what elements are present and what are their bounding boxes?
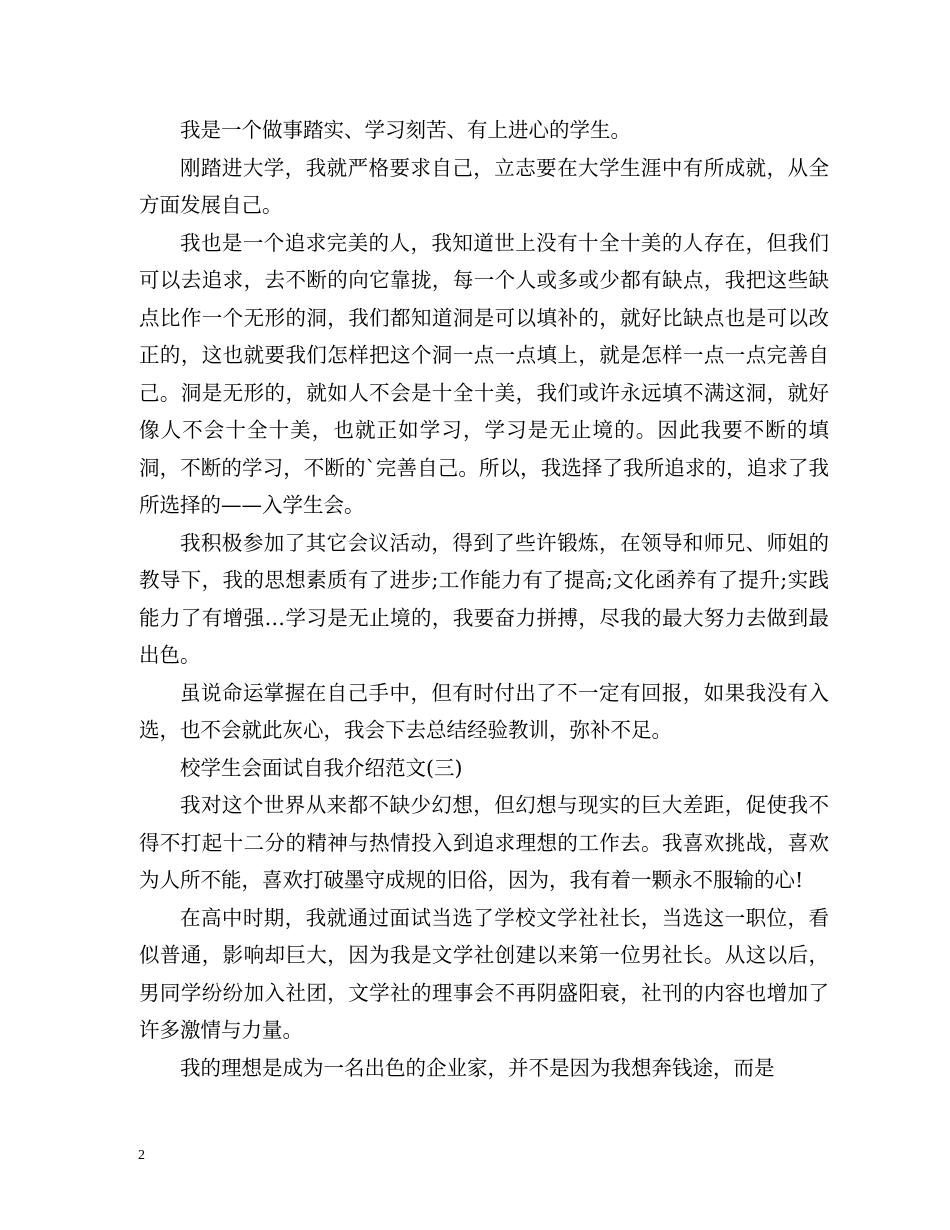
paragraph: 虽说命运掌握在自己手中，但有时付出了不一定有回报，如果我没有入选，也不会就此灰心，我会下去总结经验教训，弥补不足。 <box>139 680 829 742</box>
paragraph: 我也是一个追求完美的人，我知道世上没有十全十美的人存在，但我们可以去追求，去不断的向它靠拢，每一个人或多或少都有缺点，我把这些缺点比作一个无形的洞，我们都知道洞是可以填补的，就好比缺点也是可以改正的，这也就要我们怎样把这个洞一点一点填上，就是怎样一点一点完善自己。洞是无形的，就如人不会是十全十美，我们或许永远填不满这洞，就好像人不会十全十美，也就正如学习，学习是无止境的。因此我要不断的填洞，不断的学习，不断的`完善自己。所以，我选择了我所追求的，追求了我所选择的——入学生会。 <box>139 230 829 517</box>
paragraph: 我对这个世界从来都不缺少幻想，但幻想与现实的巨大差距，促使我不得不打起十二分的精神与热情投入到追求理想的工作去。我喜欢挑战，喜欢为人所不能，喜欢打破墨守成规的旧俗，因为，我有着一颗永不服输的心! <box>139 793 829 892</box>
paragraph: 在高中时期，我就通过面试当选了学校文学社社长，当选这一职位，看似普通，影响却巨大，因为我是文学社创建以来第一位男社长。从这以后，男同学纷纷加入社团，文学社的理事会不再阴盛阳衰，社刊的内容也增加了许多激情与力量。 <box>139 905 829 1042</box>
section-heading: 校学生会面试自我介绍范文(三) <box>180 755 463 780</box>
page-number: 2 <box>138 1148 145 1163</box>
paragraph: 我的理想是成为一名出色的企业家，并不是因为我想奔钱途，而是 <box>180 1055 775 1080</box>
body-text <box>139 112 829 1087</box>
paragraph: 我是一个做事踏实、学习刻苦、有上进心的学生。 <box>180 118 631 142</box>
paragraph: 我积极参加了其它会议活动，得到了些许锻炼，在领导和师兄、师姐的教导下，我的思想素质有了进步;工作能力有了提高;文化函养有了提升;实践能力了有增强…学习是无止境的，我要奋力拼搏，尽我的最大努力去做到最出色。 <box>139 530 829 667</box>
paragraph: 刚踏进大学，我就严格要求自己，立志要在大学生涯中有所成就，从全方面发展自己。 <box>139 155 829 217</box>
